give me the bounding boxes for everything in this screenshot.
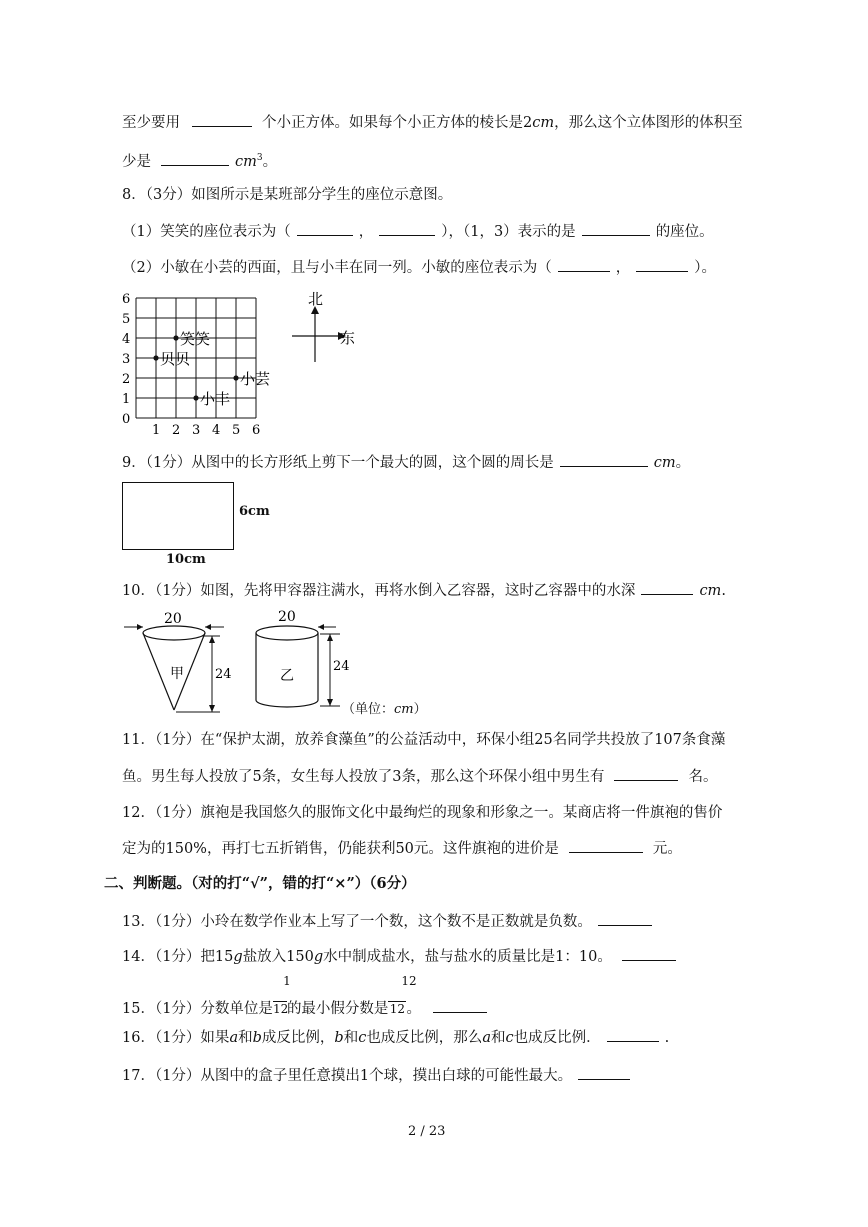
unit-exponent: 3: [256, 153, 263, 163]
north-label: 北: [308, 290, 324, 308]
answer-blank[interactable]: [641, 580, 693, 595]
unit-cm: cm: [653, 455, 676, 471]
q8-p1-text: （1）笑笑的座位表示为（: [122, 224, 291, 240]
x-tick-label: 2: [172, 423, 181, 438]
q14-text-b: 盐放入150: [242, 949, 314, 965]
paper-rectangle: [122, 482, 234, 550]
q16-text: 16．（1分）如果: [122, 1030, 230, 1046]
units-note-c: ）: [413, 702, 427, 717]
q15-text-a: 15．（1分）分数单位是: [122, 1001, 273, 1017]
q11-end: 名。: [688, 769, 718, 785]
seat-point: [193, 395, 198, 400]
y-tick-label: 2: [122, 372, 131, 387]
x-tick-label: 6: [252, 423, 261, 438]
q7-line1: [122, 112, 743, 133]
cone-height-label: 24: [215, 667, 232, 682]
seat-label: 笑笑: [180, 330, 211, 348]
unit-g: g: [233, 949, 243, 965]
arrow-icon: [209, 636, 215, 643]
cone-name-label: 甲: [170, 666, 184, 682]
seat-label: 小芸: [240, 370, 271, 388]
containers-figure: [118, 606, 358, 718]
answer-blank[interactable]: [614, 766, 678, 781]
q7-line2: [122, 148, 277, 172]
rect-width-label: 10cm: [166, 552, 206, 567]
comma: ，: [615, 260, 631, 276]
answer-blank[interactable]: [578, 1065, 630, 1080]
y-tick-label: 3: [122, 352, 131, 367]
x-tick-label: 5: [232, 423, 241, 438]
arrow-icon: [137, 624, 143, 630]
seat-point: [233, 375, 238, 380]
answer-blank[interactable]: [161, 151, 229, 166]
x-tick-label: 1: [152, 423, 161, 438]
answer-blank[interactable]: [622, 946, 676, 961]
q12-text: 定为的150%，再打七五折销售，仍能获利50元。这件旗袍的进价是: [122, 841, 559, 857]
y-tick-label: 5: [122, 312, 131, 327]
var-a: a: [229, 1030, 239, 1046]
answer-blank[interactable]: [607, 1027, 659, 1042]
q14-text-a: 14．（1分）把15: [122, 949, 234, 965]
q7-text-a: 至少要用: [122, 115, 180, 131]
q8-p2-text2: ）。: [694, 260, 716, 276]
q8-part1: [122, 221, 714, 242]
q8-p2-text: （2）小敏在小芸的西面，且与小丰在同一列。小敏的座位表示为（: [122, 260, 552, 276]
q11-line2: [122, 766, 717, 787]
q16-text: 成反比例，: [261, 1030, 335, 1046]
answer-blank[interactable]: [379, 221, 435, 236]
section-title: 二、判断题。（对的打“√”，错的打“×”）（6分）: [104, 875, 416, 892]
var-b: b: [252, 1030, 262, 1046]
answer-blank[interactable]: [560, 452, 648, 467]
east-label: 东: [340, 329, 356, 347]
seat-grid: [116, 288, 296, 440]
q14-text-c: 水中制成盐水，盐与盐水的质量比是1：10。: [323, 949, 612, 965]
var-b: b: [334, 1030, 344, 1046]
q15: [122, 998, 493, 1019]
unit-cm: cm: [699, 583, 722, 599]
q16-text: 和: [238, 1030, 253, 1046]
q10-text: 10．（1分）如图，先将甲容器注满水，再将水倒入乙容器，这时乙容器中的水深: [122, 583, 636, 599]
q12-line2: [122, 838, 682, 859]
y-tick-label: 1: [122, 392, 131, 407]
period: .: [664, 1030, 670, 1046]
answer-blank[interactable]: [297, 221, 353, 236]
q7-text-d: ，那么这个立体图形的体积至: [554, 115, 743, 131]
var-c: c: [505, 1030, 514, 1046]
q9-question: [122, 452, 690, 473]
units-note-a: （单位：: [342, 702, 395, 717]
seat-point: [173, 335, 178, 340]
cylinder-name-label: 乙: [280, 668, 294, 684]
q16-text: 也成反比例，那么: [366, 1030, 483, 1046]
q15-text-c: 。: [406, 1001, 421, 1017]
compass: [284, 288, 364, 368]
arrow-icon: [327, 699, 333, 706]
unit-cm: cm: [532, 115, 555, 131]
unit-cm: cm: [235, 153, 257, 170]
units-note-b: cm: [394, 702, 414, 717]
arrow-icon: [327, 634, 333, 641]
q9-text: 9．（1分）从图中的长方形纸上剪下一个最大的圆，这个圆的周长是: [122, 455, 554, 471]
var-c: c: [358, 1030, 367, 1046]
q11-text: 鱼。男生每人投放了5条，女生每人投放了3条，那么这个环保小组中男生有: [122, 769, 605, 785]
y-tick-label: 0: [122, 412, 131, 427]
answer-blank[interactable]: [582, 221, 650, 236]
q10-question: [122, 580, 726, 601]
y-tick-label: 4: [122, 332, 131, 347]
q15-text-b: 的最小假分数是: [286, 1001, 389, 1017]
answer-blank[interactable]: [433, 998, 487, 1013]
answer-blank[interactable]: [598, 911, 652, 926]
answer-blank[interactable]: [558, 257, 610, 272]
rect-height-label: 6cm: [239, 504, 270, 519]
answer-blank[interactable]: [192, 112, 252, 127]
units-note: [342, 700, 427, 720]
q11-line1: 11．（1分）在“保护太湖，放养食藻鱼”的公益活动中，环保小组25名同学共投放了107条食藻: [122, 732, 726, 748]
q16: [122, 1027, 669, 1048]
q16-text: 和: [343, 1030, 359, 1046]
seat-point: [153, 355, 158, 360]
answer-blank[interactable]: [569, 838, 643, 853]
cylinder-container: [256, 626, 318, 707]
unit-g: g: [313, 949, 324, 965]
q16-text: 也成反比例．: [513, 1030, 601, 1046]
q13-text: 13．（1分）小玲在数学作业本上写了一个数，这个数不是正数就是负数。: [122, 914, 592, 930]
arrow-icon: [209, 705, 215, 712]
q7-text-f: 。: [262, 153, 278, 170]
q17-text: 17．（1分）从图中的盒子里任意摸出1个球，摸出白球的可能性最大。: [122, 1068, 573, 1084]
cylinder-height-label: 24: [333, 659, 350, 674]
var-a: a: [482, 1030, 491, 1046]
period: 。: [675, 455, 691, 471]
period: .: [721, 583, 726, 599]
fraction1-numerator: 1: [283, 974, 291, 988]
q14: [122, 946, 682, 967]
q8-part2: [122, 257, 716, 278]
x-tick-label: 3: [192, 423, 201, 438]
x-tick-label: 4: [212, 423, 221, 438]
arrow-icon: [205, 624, 211, 630]
seat-label: 小丰: [200, 390, 231, 408]
q8-p1-text3: 的座位。: [655, 224, 714, 240]
comma: ，: [358, 224, 374, 240]
arrow-icon: [318, 624, 324, 630]
answer-blank[interactable]: [636, 257, 688, 272]
q12-line1: 12．（1分）旗袍是我国悠久的服饰文化中最绚烂的现象和形象之一。某商店将一件旗袍的售价: [122, 805, 723, 821]
fraction2-numerator: 12: [401, 974, 417, 988]
q7-text-b: 个小正方体。如果每个小正方体的棱长是2: [262, 115, 533, 131]
cylinder-diameter-label: 20: [278, 609, 296, 625]
y-tick-label: 6: [122, 292, 131, 307]
q16-text: 和: [490, 1030, 506, 1046]
q8-p1-text2: ），（1，3）表示的是: [441, 224, 576, 240]
q17: [122, 1065, 636, 1086]
q8-heading: 8．（3分）如图所示是某班部分学生的座位示意图。: [122, 187, 453, 203]
fraction2-denominator: 12: [389, 1002, 406, 1016]
fraction1-denominator: 12: [272, 1002, 289, 1016]
cone-diameter-label: 20: [164, 611, 182, 627]
q7-text-e: 少是: [122, 153, 151, 170]
q13: [122, 911, 658, 932]
page-number: 2 / 23: [408, 1124, 446, 1139]
q12-end: 元。: [652, 841, 682, 857]
seat-label: 贝贝: [160, 350, 191, 368]
